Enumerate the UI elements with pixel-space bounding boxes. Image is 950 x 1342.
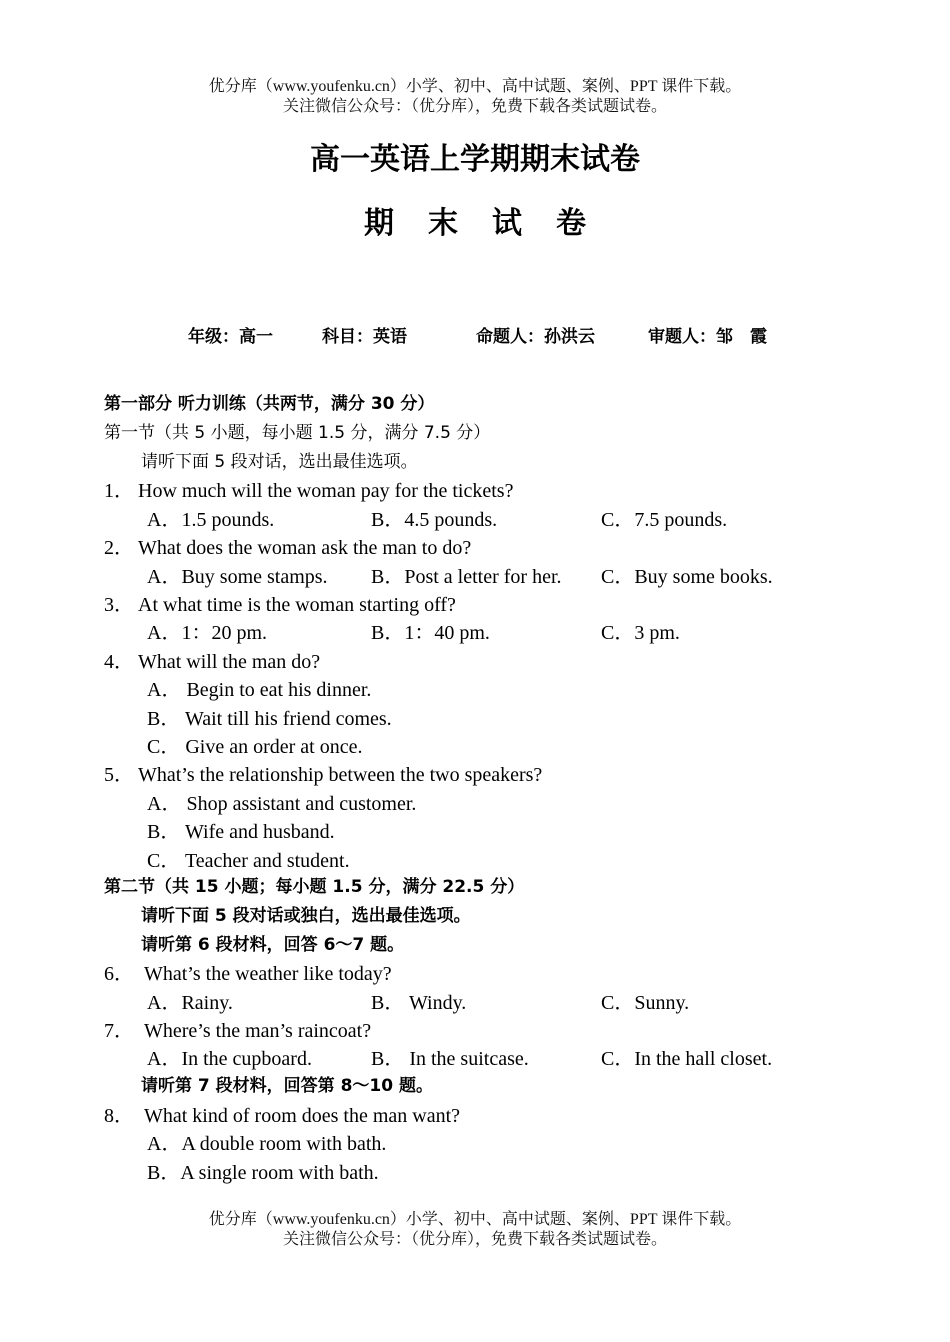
- page-subtitle: 期末试卷: [364, 206, 620, 241]
- q5-option-c: C． Teacher and student.: [147, 850, 350, 872]
- question-text: What’s the relationship between the two speakers?: [138, 764, 543, 786]
- footer-watermark-line1: 优分库（www.youfenku.cn）小学、初中、高中试题、案例、PPT 课件下载。: [208, 1211, 742, 1228]
- material-6-instruction: 请听第 6 段材料，回答 6～7 题。: [141, 935, 405, 955]
- question-1: [104, 474, 513, 503]
- section1-heading: 第一节（共 5 小题，每小题 1.5 分，满分 7.5 分）: [104, 423, 491, 443]
- q5-option-a: A． Shop assistant and customer.: [147, 793, 417, 815]
- question-number: 2．: [104, 537, 134, 559]
- q2-option-a: A．Buy some stamps.: [147, 566, 328, 588]
- question-number: 8．: [104, 1105, 134, 1127]
- q5-option-b: B． Wife and husband.: [147, 821, 335, 843]
- question-text: What will the man do?: [138, 651, 321, 673]
- q6-option-a: A．Rainy.: [147, 992, 233, 1014]
- question-number: 6．: [104, 963, 134, 985]
- question-6: [104, 957, 392, 986]
- question-3: [104, 588, 456, 617]
- q3-option-c: C．3 pm.: [601, 622, 680, 644]
- exam-info: [188, 322, 767, 347]
- question-number: 3．: [104, 594, 134, 616]
- header-watermark-line2: 关注微信公众号：（优分库），免费下载各类试题试卷。: [282, 98, 667, 115]
- q1-option-b: B．4.5 pounds.: [371, 509, 498, 531]
- q2-option-b: B．Post a letter for her.: [371, 566, 562, 588]
- question-7: [104, 1014, 371, 1043]
- q3-option-b: B．1：40 pm.: [371, 622, 490, 644]
- q2-option-c: C．Buy some books.: [601, 566, 773, 588]
- author: 命题人：孙洪云: [476, 327, 595, 347]
- q7-option-b: B． In the suitcase.: [371, 1048, 529, 1070]
- question-text: What does the woman ask the man to do?: [138, 537, 472, 559]
- section2-heading: 第二节（共 15 小题；每小题 1.5 分，满分 22.5 分）: [104, 877, 525, 897]
- question-5: [104, 758, 542, 787]
- grade: 年级：高一: [188, 327, 273, 347]
- question-4: [104, 645, 320, 674]
- header-watermark-line1: 优分库（www.youfenku.cn）小学、初中、高中试题、案例、PPT 课件下载。: [208, 78, 742, 95]
- q1-option-a: A．1.5 pounds.: [147, 509, 275, 531]
- q6-option-b: B． Windy.: [371, 992, 467, 1014]
- part1-heading: 第一部分 听力训练（共两节，满分 30 分）: [104, 394, 435, 414]
- subject: 科目：英语: [322, 327, 407, 347]
- question-number: 7．: [104, 1020, 134, 1042]
- reviewer: 审题人：邹 霞: [648, 327, 767, 347]
- material-7-instruction: 请听第 7 段材料，回答第 8～10 题。: [141, 1076, 433, 1096]
- q8-option-b: B．A single room with bath.: [147, 1162, 379, 1184]
- q7-option-a: A．In the cupboard.: [147, 1048, 312, 1070]
- question-8: [104, 1099, 460, 1128]
- page-title: 高一英语上学期期末试卷: [310, 142, 640, 177]
- q8-option-a: A．A double room with bath.: [147, 1133, 387, 1155]
- question-text: What kind of room does the man want?: [144, 1105, 461, 1127]
- q4-option-a: A． Begin to eat his dinner.: [147, 679, 372, 701]
- footer-watermark-line2: 关注微信公众号：（优分库），免费下载各类试题试卷。: [282, 1231, 667, 1248]
- question-text: What’s the weather like today?: [144, 963, 392, 985]
- question-2: [104, 531, 471, 560]
- question-number: 1．: [104, 480, 134, 502]
- section1-instruction: 请听下面 5 段对话，选出最佳选项。: [141, 452, 418, 472]
- section2-instruction: 请听下面 5 段对话或独白，选出最佳选项。: [141, 906, 471, 926]
- q4-option-b: B． Wait till his friend comes.: [147, 708, 392, 730]
- question-text: At what time is the woman starting off?: [138, 594, 456, 616]
- q6-option-c: C．Sunny.: [601, 992, 690, 1014]
- q4-option-c: C． Give an order at once.: [147, 736, 363, 758]
- question-text: Where’s the man’s raincoat?: [144, 1020, 372, 1042]
- q1-option-c: C．7.5 pounds.: [601, 509, 728, 531]
- q7-option-c: C．In the hall closet.: [601, 1048, 773, 1070]
- question-number: 5．: [104, 764, 134, 786]
- question-text: How much will the woman pay for the tickets?: [138, 480, 514, 502]
- question-number: 4．: [104, 651, 134, 673]
- q3-option-a: A．1：20 pm.: [147, 622, 267, 644]
